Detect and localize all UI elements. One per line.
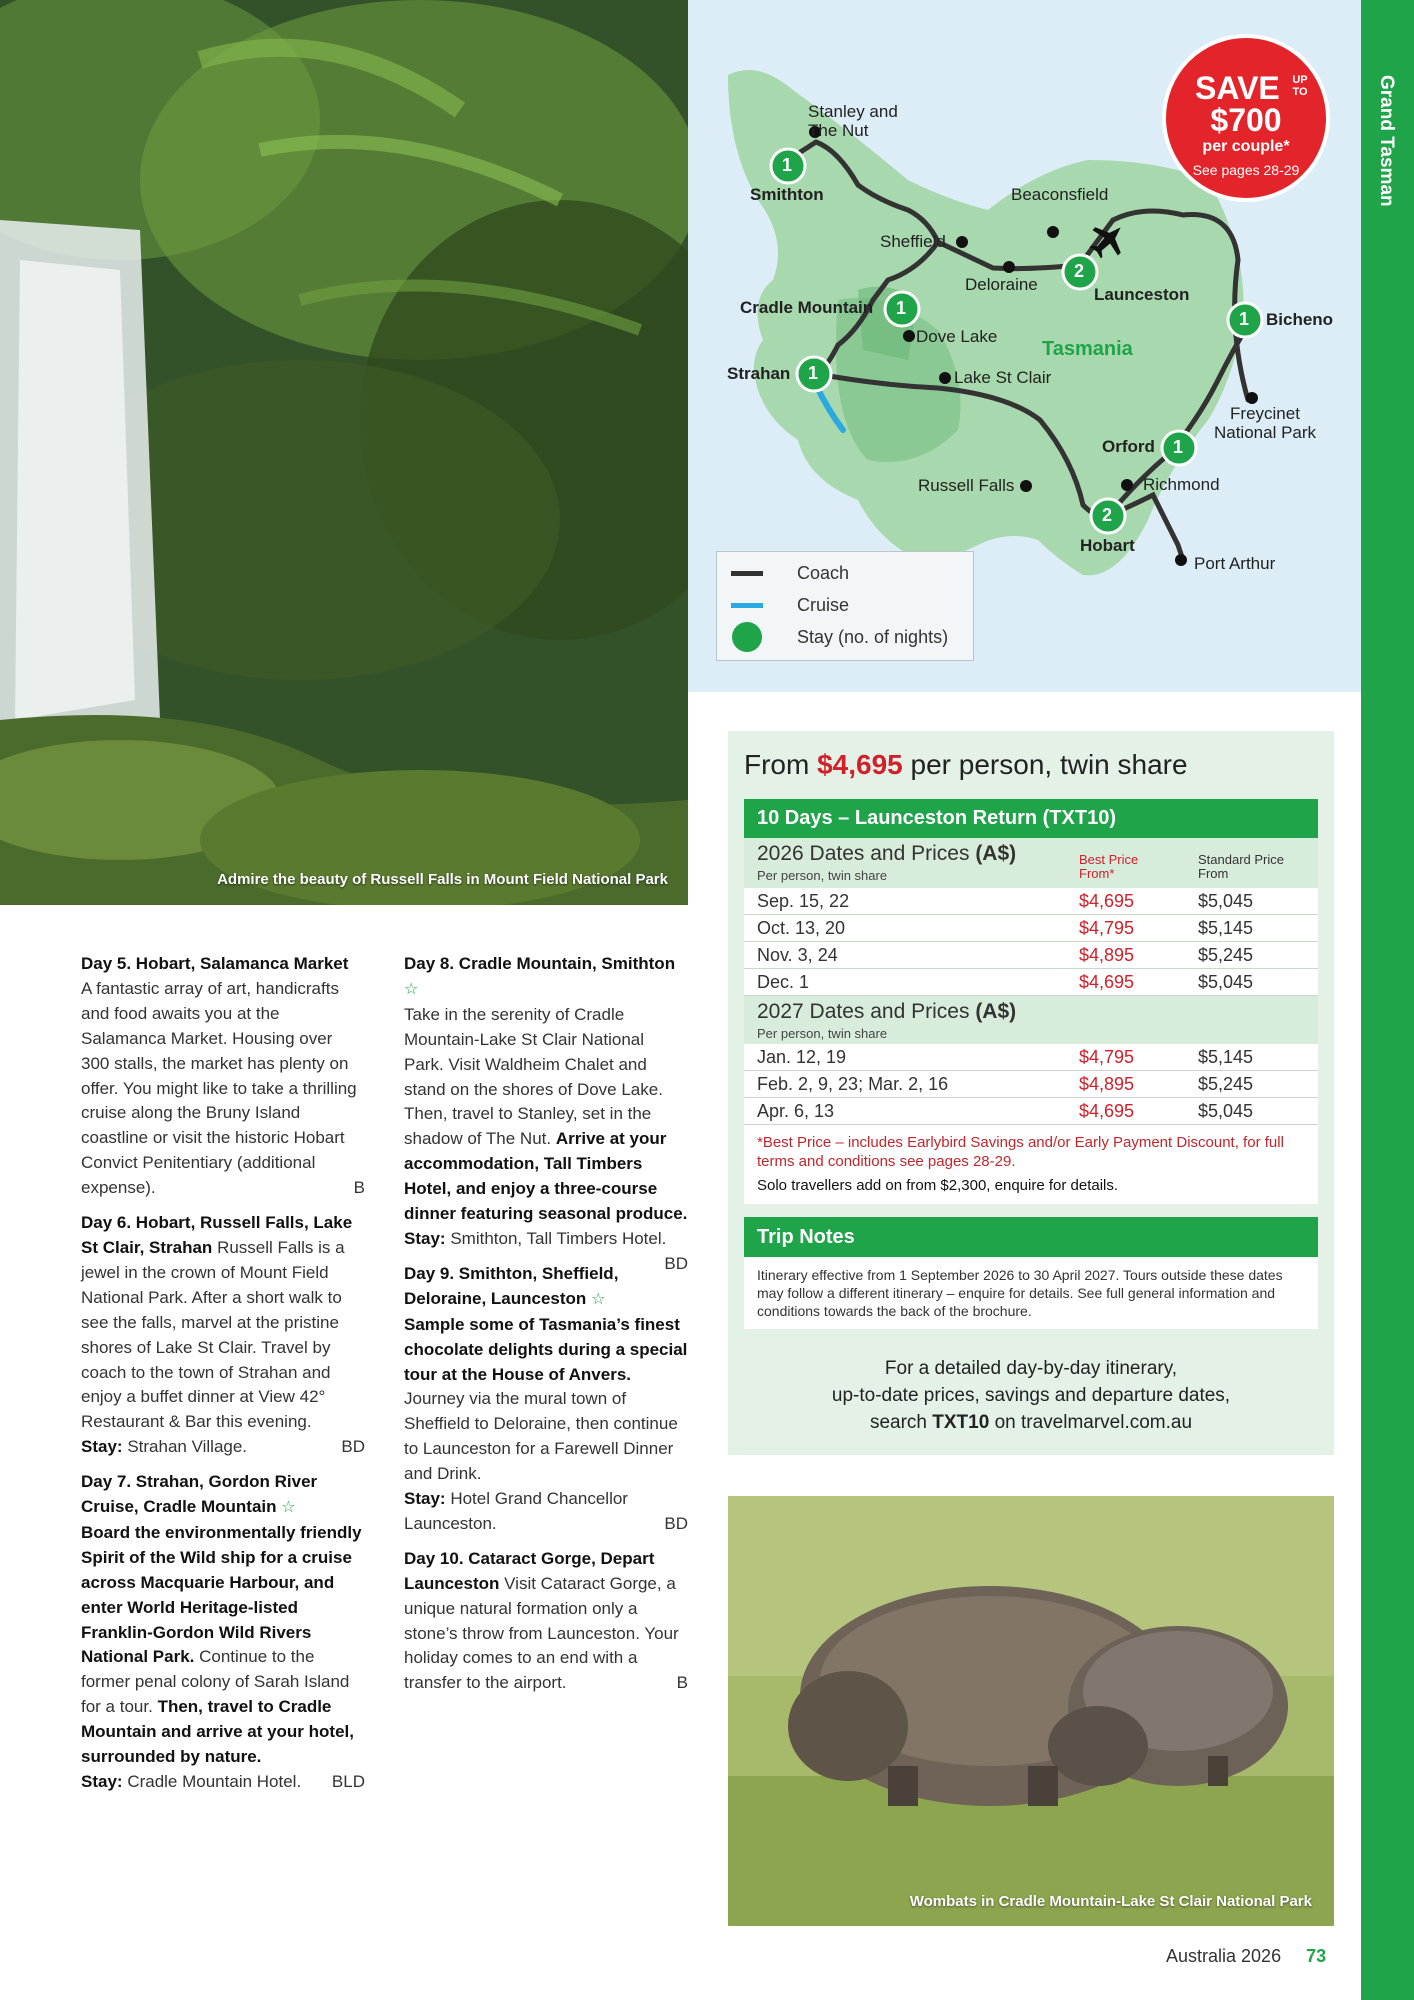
highlight-star-icon: ☆ xyxy=(404,980,419,998)
save-badge xyxy=(1162,34,1330,202)
departure-date: Nov. 3, 24 xyxy=(757,945,838,965)
label-orford: Orford xyxy=(1102,437,1155,456)
nights-smithton: 1 xyxy=(782,155,793,175)
standard-price: $5,045 xyxy=(1198,972,1254,992)
save-pages-link: See pages 28-29 xyxy=(1192,162,1300,178)
best-price: $4,695 xyxy=(1079,972,1135,992)
price-table xyxy=(744,799,1318,1329)
meal-code: BD xyxy=(664,1253,688,1273)
meal-code: B xyxy=(353,1178,365,1198)
solo-note: Solo travellers add on from $2,300, enquire for details. xyxy=(757,1177,1119,1194)
waterfall-caption: Admire the beauty of Russell Falls in Mount Field National Park xyxy=(217,871,668,888)
waterfall-illustration xyxy=(0,0,688,905)
coach-swatch xyxy=(731,571,763,576)
rows-2027 xyxy=(744,1044,1318,1125)
highlight-star-icon: ☆ xyxy=(281,1499,296,1517)
best-price: $4,795 xyxy=(1079,918,1135,938)
wombat-illustration xyxy=(728,1496,1334,1926)
departure-date: Dec. 1 xyxy=(757,972,810,992)
section-tab-label: Grand Tasman xyxy=(1376,75,1397,207)
footer-label: Australia 2026 xyxy=(1166,1946,1282,1966)
standard-price-header: Standard Price From xyxy=(1198,852,1284,881)
label-beaconsfield: Beaconsfield xyxy=(1011,185,1109,204)
standard-price: $5,145 xyxy=(1198,1047,1254,1067)
price-row xyxy=(744,888,1318,915)
price-row xyxy=(744,1044,1318,1071)
label-cradle: Cradle Mountain xyxy=(740,298,874,317)
standard-price: $5,045 xyxy=(1198,1101,1254,1121)
legend-coach: Coach xyxy=(731,558,849,588)
price-row xyxy=(744,915,1318,942)
meal-code: B xyxy=(676,1673,688,1693)
trip-notes-body: Itinerary effective from 1 September 2026 to 30 April 2027. Tours outside these dates may follow a different itinerary – enquire for details. See full general information and conditions towards the back of the brochure. xyxy=(744,1257,1318,1329)
highlight-star-icon: ☆ xyxy=(591,1290,606,1308)
itinerary-column-1 xyxy=(81,952,365,1805)
legend-cruise: Cruise xyxy=(731,590,849,620)
best-price: $4,795 xyxy=(1079,1047,1135,1067)
nights-orford: 1 xyxy=(1173,437,1184,457)
page-footer xyxy=(1166,1946,1326,1967)
itinerary-day-7: Day 7. Strahan, Gordon River Cruise, Cradle Mountain ☆ Board the environmentally friendly Spirit of the Wild ship for a cruise across Macquarie Harbour, and enter World Heritage-listed Franklin-Gordon Wild Rivers National Park. Continue to the former penal colony of Sarah Island for a tour. Then, travel to Cradle Mountain and arrive at your hotel, surrounded by nature. Stay: Cradle Mountain Hotel. BLD xyxy=(81,1470,365,1795)
section-2026-header: 2026 Dates and Prices (A$) Per person, twin share Best Price From* Standard Price From xyxy=(744,838,1318,888)
label-hobart: Hobart xyxy=(1080,536,1135,555)
best-price: $4,895 xyxy=(1079,1074,1135,1094)
save-per-couple: per couple* xyxy=(1202,138,1290,155)
departure-date: Oct. 13, 20 xyxy=(757,918,846,938)
wombat-photo xyxy=(728,1496,1334,1926)
departure-date: Jan. 12, 19 xyxy=(757,1047,847,1067)
tour-title: 10 Days – Launceston Return (TXT10) xyxy=(744,799,1318,838)
label-richmond: Richmond xyxy=(1143,475,1220,494)
best-price: $4,695 xyxy=(1079,891,1135,911)
meal-code: BD xyxy=(664,1513,688,1533)
nights-launceston: 2 xyxy=(1074,261,1085,281)
departure-date: Sep. 15, 22 xyxy=(757,891,850,911)
save-amount: $700 xyxy=(1210,102,1282,138)
stay-swatch xyxy=(732,622,762,652)
save-label: SAVE xyxy=(1195,70,1280,106)
upto-label: UP TO xyxy=(1292,74,1308,98)
price-row xyxy=(744,942,1318,969)
itinerary-day-5: Day 5. Hobart, Salamanca Market A fantastic array of art, handicrafts and food awaits you at the Salamanca Market. Housing over 300 stalls, the market has plenty on offer. You might like to take a thrilling cruise along the Bruny Island coastline or visit the historic Hobart Convict Penitentiary (additional expense). B xyxy=(81,952,365,1201)
nights-bicheno: 1 xyxy=(1239,309,1250,329)
label-stanley: Stanley and The Nut xyxy=(808,102,898,140)
nights-cradle: 1 xyxy=(896,298,907,318)
itinerary-day-6: Day 6. Hobart, Russell Falls, Lake St Clair, Strahan Russell Falls is a jewel in the crown of Mount Field National Park. After a short walk to see the falls, marvel at the pristine shores of Lake St Clair. Travel by coach to the town of Strahan and enjoy a buffet dinner at View 42° Restaurant & Bar this evening. Stay: Strahan Village. BD xyxy=(81,1211,365,1460)
meal-code: BLD xyxy=(331,1772,365,1791)
best-price: $4,895 xyxy=(1079,945,1135,965)
standard-price: $5,245 xyxy=(1198,945,1254,965)
standard-price: $5,145 xyxy=(1198,918,1254,938)
label-bicheno: Bicheno xyxy=(1266,310,1334,329)
label-dove: Dove Lake xyxy=(916,327,998,346)
itinerary-day-10: Day 10. Cataract Gorge, Depart Launceston Visit Cataract Gorge, a unique natural formation only a stone’s throw from Launceston. Your holiday comes to an end with a transfer to the airport. B xyxy=(404,1547,688,1696)
standard-price: $5,045 xyxy=(1198,891,1254,911)
tour-code: TXT10 xyxy=(932,1412,990,1433)
itinerary-day-9: Day 9. Smithton, Sheffield, Deloraine, Launceston ☆ Sample some of Tasmania’s finest chocolate delights during a special tour at the House of Anvers. Journey via the mural town of Sheffield to Deloraine, then continue to Launceston for a Farewell Dinner and Drink. Stay: Hotel Grand Chancellor Launceston. BD xyxy=(404,1262,688,1537)
map-legend xyxy=(716,551,974,661)
price-row xyxy=(744,1098,1318,1125)
section-tab xyxy=(1361,0,1414,2000)
from-price: $4,695 xyxy=(817,749,903,780)
label-launceston: Launceston xyxy=(1094,285,1190,304)
wombat-caption: Wombats in Cradle Mountain-Lake St Clair National Park xyxy=(909,1893,1312,1910)
from-price-line: From $4,695 per person, twin share xyxy=(744,749,1188,780)
itinerary-day-8: Day 8. Cradle Mountain, Smithton ☆ Take in the serenity of Cradle Mountain-Lake St Clair National Park. Visit Waldheim Chalet and stand on the shores of Dove Lake. Then, travel to Stanley, set in the shadow of The Nut. Arrive at your accommodation, Tall Timbers Hotel, and enjoy a three-course dinner featuring seasonal produce. Stay: Smithton, Tall Timbers Hotel. BD xyxy=(404,952,688,1252)
search-cta: For a detailed day-by-day itinerary, up-to-date prices, savings and departure dates, search TXT10 on travelmarvel.com.au xyxy=(831,1358,1231,1433)
nights-strahan: 1 xyxy=(808,363,819,383)
meal-code: BD xyxy=(341,1437,365,1457)
page-number: 73 xyxy=(1306,1946,1327,1966)
label-deloraine: Deloraine xyxy=(965,275,1038,294)
price-row xyxy=(744,969,1318,996)
legend-stay: Stay (no. of nights) xyxy=(731,622,948,652)
label-sheffield: Sheffield xyxy=(880,232,946,251)
label-smithton: Smithton xyxy=(750,185,824,204)
waterfall-photo xyxy=(0,0,688,905)
best-price-header: Best Price From* xyxy=(1079,852,1139,881)
best-price-footnote: *Best Price – includes Earlybird Savings and/or Early Payment Discount, for full terms and conditions see pages 28-29. xyxy=(757,1134,1284,1170)
departure-date: Apr. 6, 13 xyxy=(757,1101,835,1121)
rows-2026 xyxy=(744,888,1318,996)
nights-hobart: 2 xyxy=(1102,505,1113,525)
label-stclair: Lake St Clair xyxy=(954,368,1052,387)
trip-notes-title: Trip Notes xyxy=(744,1217,1318,1257)
departure-date: Feb. 2, 9, 23; Mar. 2, 16 xyxy=(757,1074,949,1094)
label-freycinet: Freycinet National Park xyxy=(1213,404,1317,442)
section-2027-header: 2027 Dates and Prices (A$) Per person, twin share xyxy=(744,996,1318,1044)
price-notes xyxy=(744,1125,1318,1204)
standard-price: $5,245 xyxy=(1198,1074,1254,1094)
label-tasmania: Tasmania xyxy=(1042,338,1133,360)
best-price: $4,695 xyxy=(1079,1101,1135,1121)
label-strahan: Strahan xyxy=(727,364,791,383)
cruise-swatch xyxy=(731,603,763,608)
label-russell: Russell Falls xyxy=(918,476,1015,495)
website-link[interactable]: on travelmarvel.com.au xyxy=(994,1412,1193,1433)
label-portarthur: Port Arthur xyxy=(1194,554,1276,573)
price-row xyxy=(744,1071,1318,1098)
itinerary-column-2 xyxy=(404,952,688,1706)
pricing-panel xyxy=(728,731,1334,1455)
